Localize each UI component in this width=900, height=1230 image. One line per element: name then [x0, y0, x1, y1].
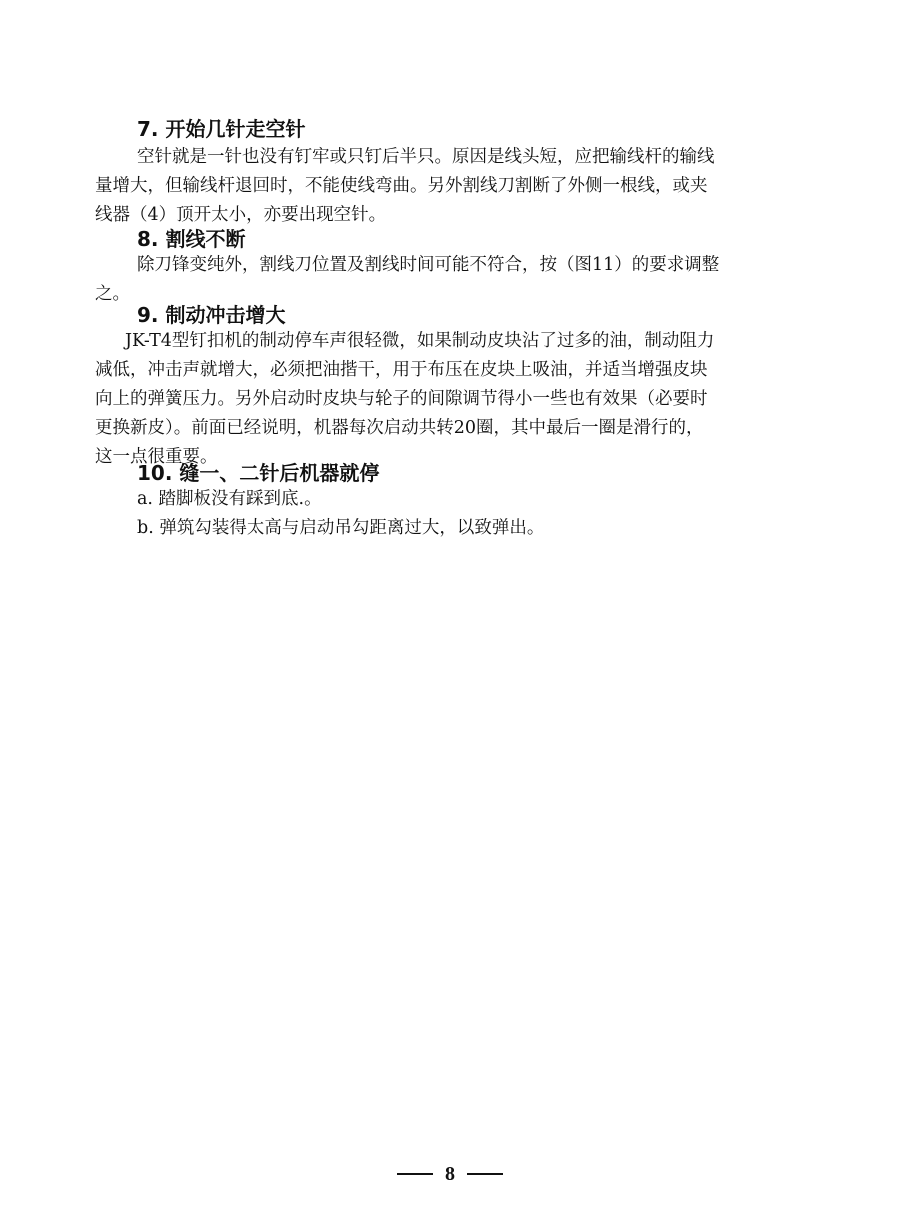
paragraph-line: 更换新皮）。前面已经说明，机器每次启动共转20圈，其中最后一圈是滑行的， — [95, 418, 704, 438]
paragraph-line: 线器（4）顶开太小，亦要出现空针。 — [95, 205, 387, 225]
paragraph-line: 向上的弹簧压力。另外启动时皮块与轮子的间隙调节得小一些也有效果（必要时 — [95, 389, 708, 409]
section-8-heading: 8. 割线不断 — [137, 227, 246, 251]
paragraph-line: 除刀锋变纯外，割线刀位置及割线时间可能不符合，按（图11）的要求调整 — [137, 255, 720, 275]
section-10-heading: 10. 缝一、二针后机器就停 — [137, 461, 380, 485]
paragraph-line: 量增大，但输线杆退回时，不能使线弯曲。另外割线刀割断了外侧一根线，或夹 — [95, 176, 708, 196]
page-number: 8 — [445, 1163, 455, 1185]
paragraph-line: 之。 — [95, 284, 130, 304]
section-9-heading: 9. 制动冲击增大 — [137, 303, 286, 327]
section-10-body — [0, 485, 544, 543]
paragraph-line: 减低，冲击声就增大，必须把油揩干，用于布压在皮块上吸油，并适当增强皮块 — [95, 360, 708, 380]
footer-dash-left — [397, 1173, 433, 1175]
list-item: b. 弹筑勾装得太高与启动吊勾距离过大，以致弹出。 — [137, 518, 545, 538]
paragraph-line: JK-T4型钉扣机的制动停车声很轻微，如果制动皮块沾了过多的油，制动阻力 — [125, 331, 715, 351]
section-7-body — [0, 143, 715, 230]
section-8-body — [0, 251, 719, 309]
list-item: a. 踏脚板没有踩到底.。 — [137, 489, 322, 509]
paragraph-line: 这一点很重要。 — [95, 447, 218, 467]
section-7-heading: 7. 开始几针走空针 — [137, 117, 306, 141]
section-9-body — [0, 327, 714, 472]
footer-dash-right — [467, 1173, 503, 1175]
paragraph-line: 空针就是一针也没有钉牢或只钉后半只。原因是线头短，应把输线杆的输线 — [137, 147, 715, 167]
page-footer — [0, 1162, 900, 1186]
